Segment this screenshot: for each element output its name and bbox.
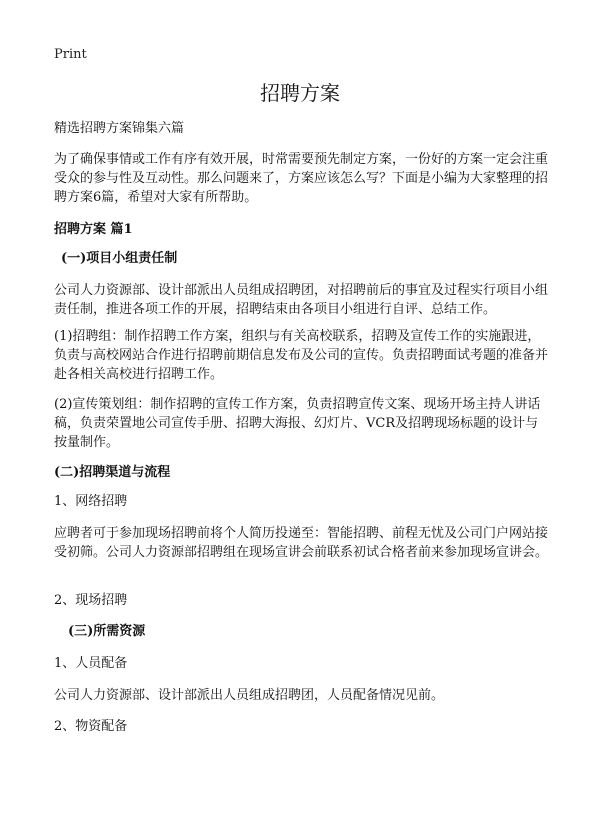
- intro-paragraph: 为了确保事情或工作有序有效开展，时常需要预先制定方案，一份好的方案一定会注重受众的参与性及互动性。那么问题来了，方案应该怎么写？下面是小编为大家整理的招聘方案6篇，希望对大家有所帮助。: [54, 152, 549, 205]
- part1-paragraph-2: (1)招聘组：制作招聘工作方案，组织与有关高校联系，招聘及宣传工作的实施跟进，负责与高校网站合作进行招聘前期信息发布及公司的宣传。负责招聘面试考题的准备并赴各相关高校进行招聘工作。: [54, 329, 549, 382]
- page-title: 招聘方案: [260, 81, 340, 105]
- part2-item-2: 2、现场招聘: [54, 593, 128, 608]
- part1-paragraph-1: 公司人力资源部、设计部派出人员组成招聘团，对招聘前后的事宜及过程实行项目小组责任制，推进各项工作的开展，招聘结束由各项目小组进行自评、总结工作。: [54, 283, 549, 317]
- subsection-heading-2: (二)招聘渠道与流程: [54, 465, 171, 480]
- subsection-heading-3: (三)所需资源: [68, 624, 146, 639]
- part2-paragraph-1: 应聘者可于参加现场招聘前将个人简历投递至：智能招聘、前程无忧及公司门户网站接受初筛。公司人力资源部招聘组在现场宣讲会前联系初试合格者前来参加现场宣讲会。: [54, 526, 549, 560]
- section-heading-1: 招聘方案 篇1: [54, 222, 133, 237]
- print-link[interactable]: Print: [54, 47, 87, 62]
- part1-paragraph-3: (2)宣传策划组：制作招聘的宣传工作方案，负责招聘宣传文案、现场开场主持人讲话稿，负责荣置地公司宣传手册、招聘大海报、幻灯片、VCR及招聘现场标题的设计与按量制作。: [54, 397, 541, 450]
- subsection-heading-1: (一)项目小组责任制: [61, 251, 178, 266]
- document-subtitle: 精选招聘方案锦集六篇: [54, 121, 185, 136]
- part2-item-1: 1、网络招聘: [54, 494, 128, 509]
- part3-paragraph-1: 公司人力资源部、设计部派出人员组成招聘团，人员配备情况见前。: [54, 688, 445, 703]
- part3-item-2: 2、物资配备: [54, 719, 128, 734]
- part3-item-1: 1、人员配备: [54, 656, 128, 671]
